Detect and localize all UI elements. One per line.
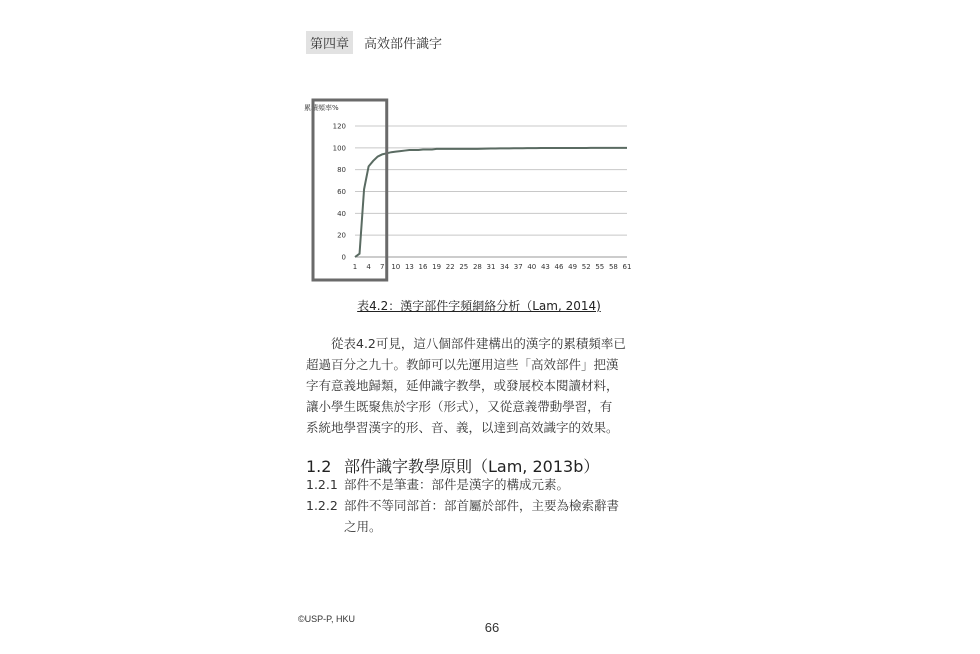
subsection-number: 1.2.2 bbox=[306, 498, 338, 513]
y-tick-label: 40 bbox=[337, 209, 346, 218]
subsection-text: 部件不是筆畫：部件是漢字的構成元素。 bbox=[344, 477, 570, 492]
x-tick-label: 19 bbox=[432, 263, 442, 271]
x-tick-label: 52 bbox=[581, 263, 591, 271]
y-tick-label: 80 bbox=[337, 166, 346, 175]
x-tick-label: 16 bbox=[418, 263, 428, 271]
x-tick-label: 4 bbox=[366, 263, 371, 271]
x-tick-label: 31 bbox=[486, 263, 496, 271]
section-title: 部件識字教學原則（Lam, 2013b） bbox=[344, 457, 600, 476]
body-paragraph bbox=[306, 333, 646, 438]
subsection-text: 部件不等同部首：部首屬於部件，主要為檢索辭書 bbox=[344, 498, 620, 513]
x-tick-labels bbox=[353, 263, 632, 271]
chapter-tag: 第四章 bbox=[306, 31, 353, 54]
subsection-item bbox=[306, 474, 569, 495]
x-tick-label: 37 bbox=[513, 263, 523, 271]
y-axis-label: 累積頻率% bbox=[304, 104, 339, 112]
x-tick-label: 46 bbox=[554, 263, 564, 271]
page-number: 66 bbox=[484, 620, 500, 635]
x-tick-label: 13 bbox=[404, 263, 414, 271]
section-number: 1.2 bbox=[306, 457, 332, 476]
chapter-title: 高效部件識字 bbox=[364, 37, 443, 52]
x-tick-label: 10 bbox=[391, 263, 401, 271]
copyright-notice: ©USP-P, HKU bbox=[298, 614, 355, 624]
x-tick-label: 49 bbox=[568, 263, 578, 271]
y-tick-label: 100 bbox=[332, 144, 346, 153]
series-layer bbox=[355, 148, 627, 257]
x-tick-label: 40 bbox=[527, 263, 537, 271]
subsection-item bbox=[306, 495, 619, 537]
x-tick-label: 25 bbox=[459, 263, 469, 271]
x-tick-label: 55 bbox=[595, 263, 605, 271]
cumulative-frequency-chart bbox=[300, 95, 640, 285]
y-tick-label: 120 bbox=[332, 122, 346, 131]
x-tick-label: 43 bbox=[540, 263, 550, 271]
figure-caption: 表4.2：漢字部件字頻網絡分析（Lam, 2014) bbox=[357, 299, 601, 313]
x-tick-label: 58 bbox=[608, 263, 618, 271]
x-tick-label: 61 bbox=[622, 263, 632, 271]
y-tick-labels bbox=[333, 123, 346, 262]
x-tick-label: 7 bbox=[379, 263, 385, 271]
paragraph-line: 讓小學生既聚焦於字形（形式），又從意義帶動學習，有 bbox=[306, 399, 613, 414]
y-tick-label: 20 bbox=[337, 231, 346, 240]
subsection-number: 1.2.1 bbox=[306, 477, 338, 492]
x-tick-label: 28 bbox=[472, 263, 482, 271]
x-tick-label: 22 bbox=[445, 263, 455, 271]
paragraph-line: 從表4.2可見，這八個部件建構出的漢字的累積頻率已 bbox=[306, 336, 626, 351]
highlight-box bbox=[313, 100, 387, 280]
y-tick-label: 0 bbox=[341, 253, 346, 262]
chart-grid bbox=[355, 126, 627, 257]
y-tick-label: 60 bbox=[337, 188, 346, 196]
x-tick-label: 34 bbox=[500, 263, 510, 271]
x-tick-label: 1 bbox=[352, 263, 358, 271]
series-line bbox=[355, 148, 627, 257]
paragraph-line: 系統地學習漢字的形、音、義，以達到高效識字的效果。 bbox=[306, 420, 619, 435]
paragraph-line: 超過百分之九十。教師可以先運用這些「高效部件」把漢 bbox=[306, 357, 619, 372]
subsection-continuation: 之用。 bbox=[344, 519, 382, 534]
paragraph-line: 字有意義地歸類，延伸識字教學，或發展校本閱讀材料， bbox=[306, 378, 619, 393]
